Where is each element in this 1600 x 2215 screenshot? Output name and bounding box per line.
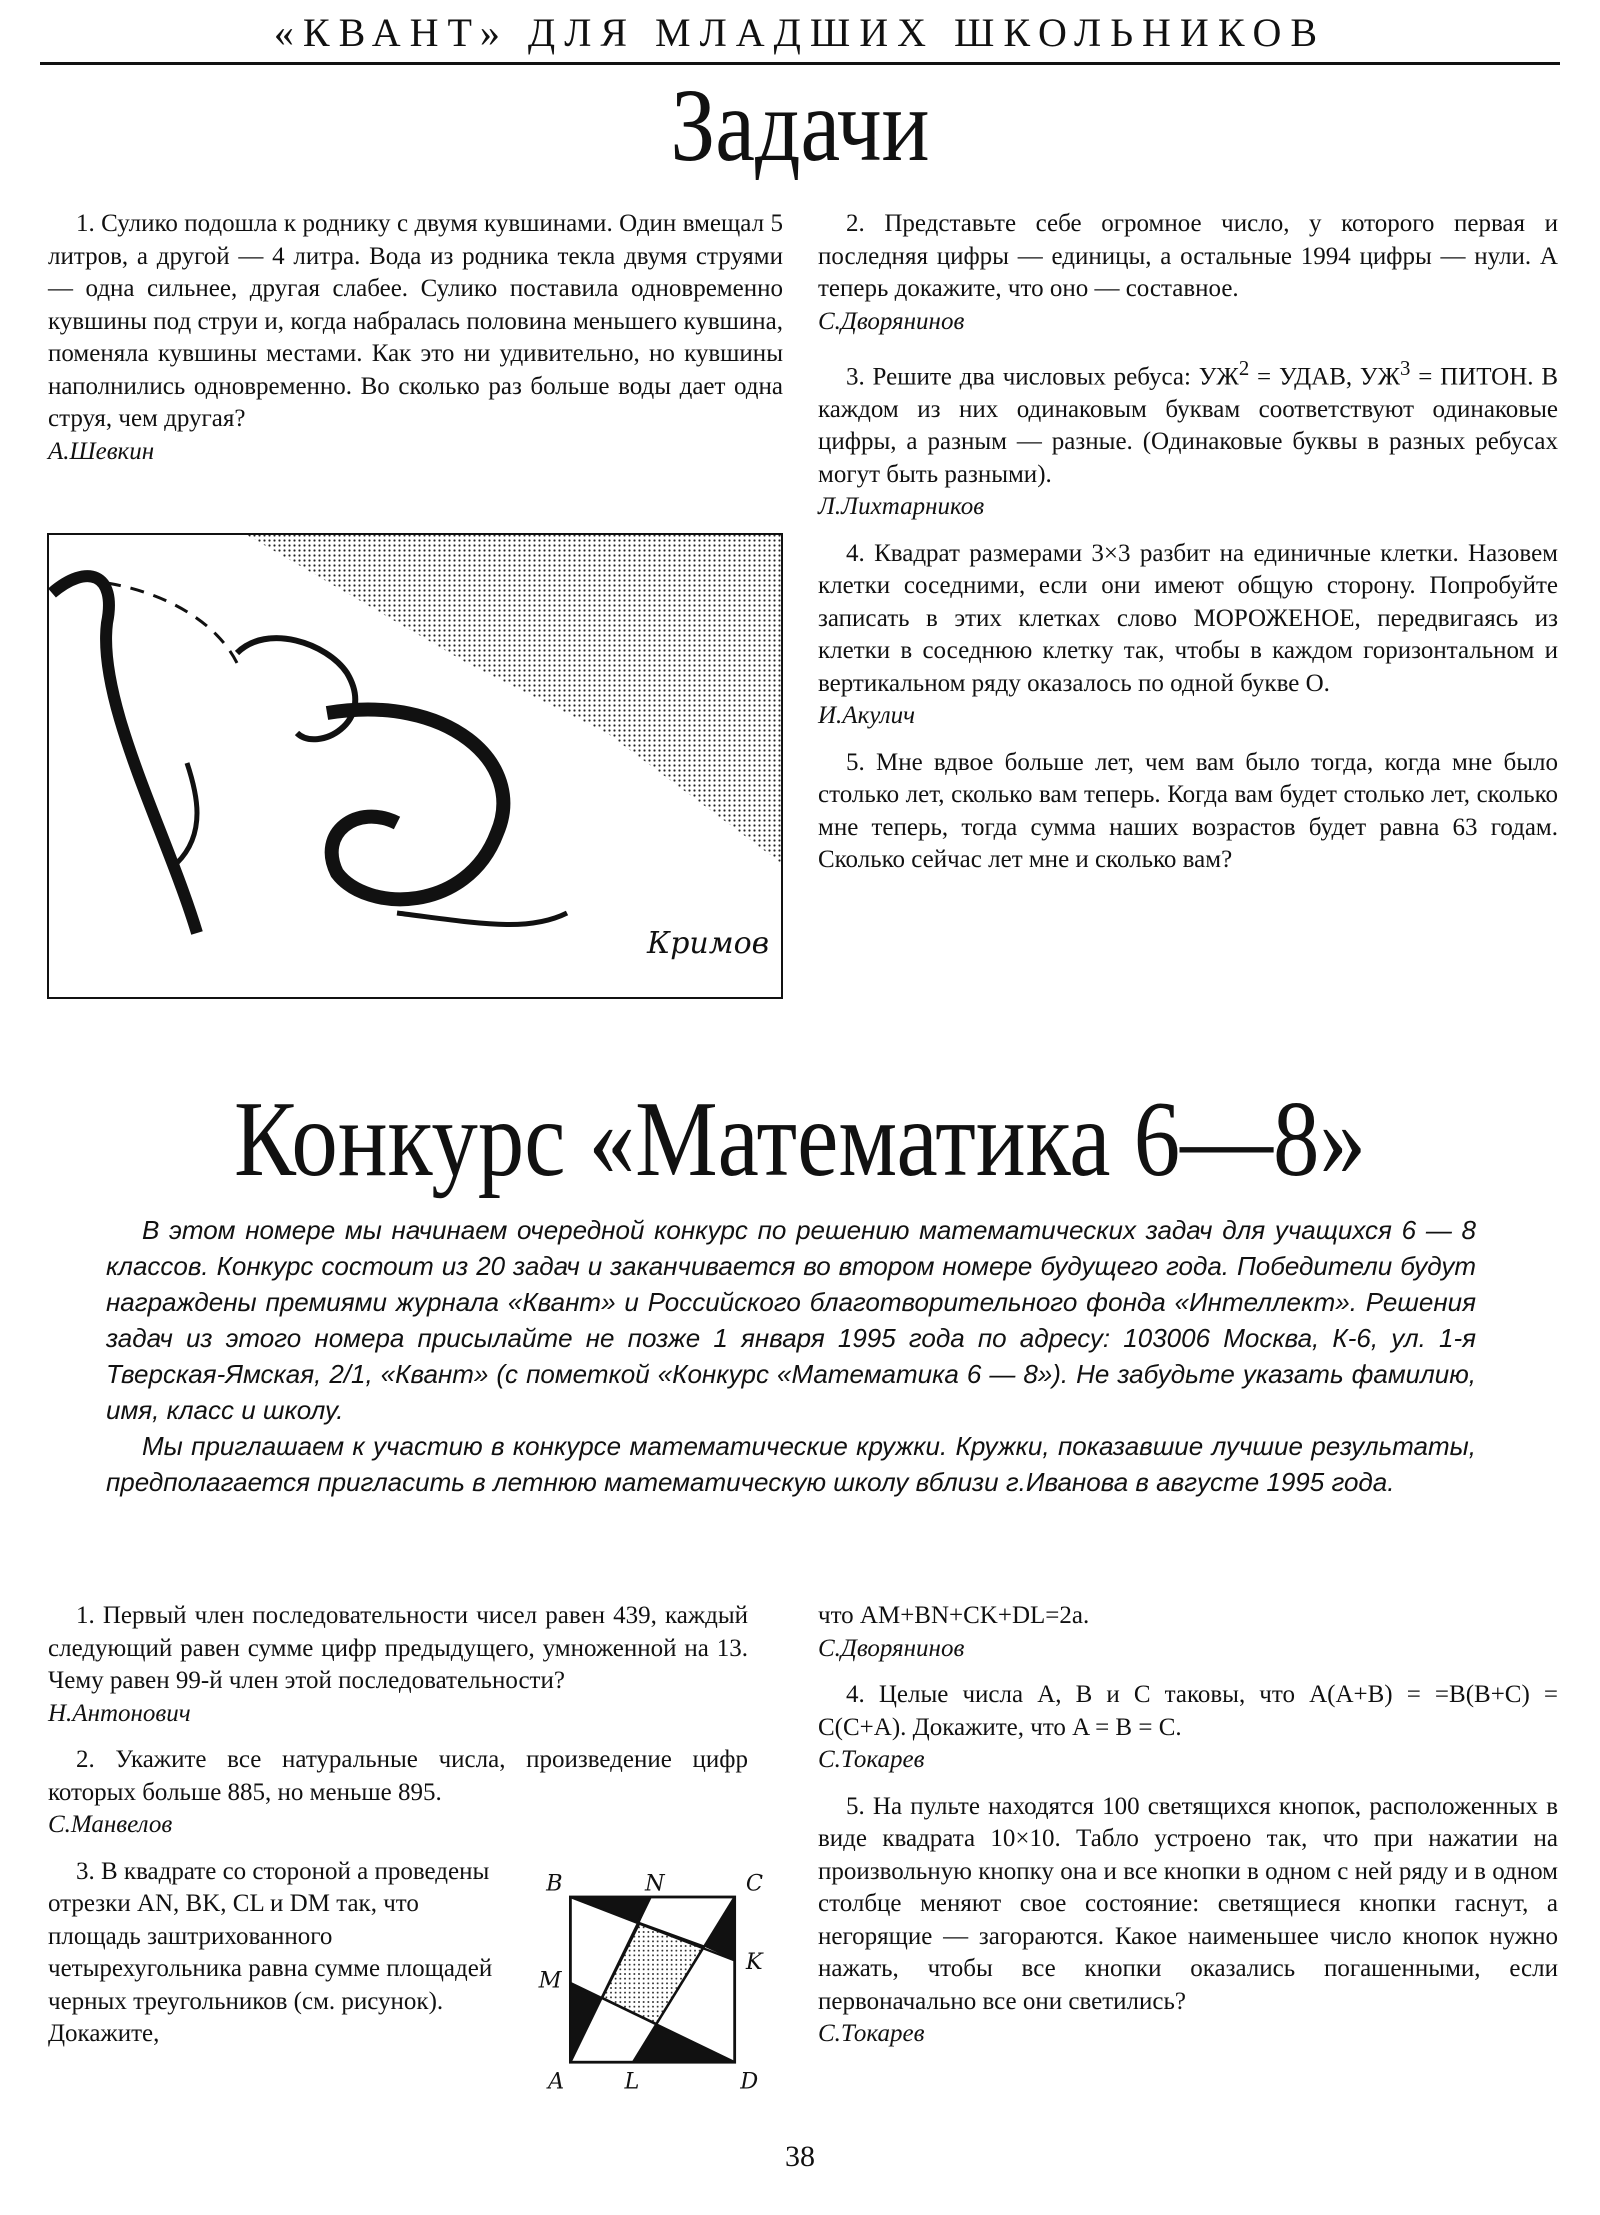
right-column-problems <box>818 208 1558 891</box>
artist-signature: Кримов <box>647 926 770 961</box>
header-rule <box>40 62 1560 65</box>
running-head: «КВАНТ» ДЛЯ МЛАДШИХ ШКОЛЬНИКОВ <box>273 10 1327 55</box>
problem-text: 4. Квадрат размерами 3×3 разбит на единичные клетки. Назовем клетки соседними, если они имеют общую сторону. Попробуйте записать в этих клетках слово МОРОЖЕНОЕ, передвигаясь из клетки в соседнюю клетку так, чтобы в каждом горизонтальном и вертикальном ряду оказалось по одной букве О. <box>818 539 1558 697</box>
contest-problem-4 <box>818 1679 1558 1777</box>
problem-4 <box>818 538 1558 733</box>
problem-author: С.Токарев <box>818 2020 925 2047</box>
problem-text: 5. Мне вдвое больше лет, чем вам было тогда, когда мне было столько лет, сколько вам теперь. Когда вам будет столько лет, сколько мне теперь, тогда сумма наших возрастов будет равна 63 годам. Сколько сейчас лет мне и сколько вам? <box>818 748 1558 874</box>
section-title: Задачи <box>670 68 930 183</box>
illustration-cartoon <box>47 533 783 999</box>
contest-intro <box>106 1212 1476 1500</box>
label-M: M <box>538 1967 562 1994</box>
contest-problem-5 <box>818 1791 1558 2051</box>
problem-5 <box>818 747 1558 877</box>
label-N: N <box>645 1870 665 1897</box>
problem-text: что AM+BN+CK+DL=2a. <box>818 1602 1090 1629</box>
label-D: D <box>740 2068 759 2095</box>
label-B: B <box>546 1870 563 1897</box>
label-A: A <box>548 2068 565 2095</box>
exponent: 2 <box>1238 356 1250 380</box>
problem-text: 3. В квадрате со стороной a проведены отрезки AN, BK, CL и DM так, что площадь заштрихованного четырехугольника равна сумме площадей черных треугольников (см. рисунок). Докажите, <box>48 1857 493 2047</box>
intro-paragraph: В этом номере мы начинаем очередной конкурс по решению математических задач для учащихся 6 — 8 классов. Конкурс состоит из 20 задач и заканчивается во втором номере будущего года. Победители будут награждены премиями журнала «Квант» и Российского благотворительного фонда «Интеллект». Решения задач из этого номера присылайте не позже 1 января 1995 года по адресу: 103006 Москва, К-6, ул. 1-я Тверская-Ямская, 2/1, «Квант» (с пометкой «Конкурс «Математика 6 — 8»). Не забудьте указать фамилию, имя, класс и школу. <box>106 1215 1476 1425</box>
problem-author: С.Токарев <box>818 1746 925 1773</box>
problem-author: С.Манвелов <box>48 1811 173 1838</box>
label-K: K <box>745 1948 763 1975</box>
problem-1 <box>48 208 783 468</box>
label-C: C <box>745 1870 764 1897</box>
label-L: L <box>624 2068 640 2095</box>
problem-text: 2. Представьте себе огромное число, у которого первая и последняя цифры — единицы, а остальные 1994 цифры — нули. А теперь докажите, что оно — составное. <box>818 210 1558 302</box>
problem-author: Л.Лихтарников <box>818 493 985 521</box>
problem-text: 1. Первый член последовательности чисел равен 439, каждый следующий равен сумме цифр предыдущего, умноженной на 13. Чему равен 99-й член этой последовательности? <box>48 1602 748 1694</box>
contest-right-column <box>818 1600 1558 2065</box>
problem-3 <box>818 352 1558 524</box>
problem-text: 2. Укажите все натуральные числа, произведение цифр которых больше 885, но меньше 895. <box>48 1746 748 1806</box>
exponent: 3 <box>1400 356 1411 380</box>
intro-paragraph: Мы приглашаем к участию в конкурсе математические кружки. Кружки, показавшие лучшие результаты, предполагается пригласить в летнюю математическую школу вблизи г.Иванова в августе 1995 года. <box>106 1431 1476 1497</box>
contest-problem-1 <box>48 1600 748 1730</box>
problem-author: С.Дворянинов <box>818 307 965 335</box>
problem-author: Н.Антонович <box>48 1699 191 1727</box>
contest-problem-3-continued <box>818 1600 1558 1665</box>
left-column-problems <box>48 208 783 482</box>
problem-author: С.Дворянинов <box>818 1634 965 1662</box>
contest-problem-3 <box>48 1856 508 2051</box>
page-number: 38 <box>785 2140 815 2173</box>
problem-author: А.Шевкин <box>48 437 155 465</box>
problem-text: = УДАВ, УЖ <box>1249 363 1401 391</box>
problem-author: И.Акулич <box>818 702 916 730</box>
problem-text: 1. Сулико подошла к роднику с двумя кувшинами. Один вмещал 5 литров, а другой — 4 литра. Вода из родника текла двумя струями — одна сильнее, другая слабее. Сулико поставила одновременно кувшины под струи и, когда набралась половина меньшего кувшина, поменяла кувшины местами. Как это ни удивительно, но кувшины наполнились одновременно. Во сколько раз больше воды дает одна струя, чем другая? <box>48 210 783 432</box>
problem-text: 3. Решите два числовых ребуса: УЖ <box>846 363 1239 391</box>
problem-text: = ПИТОН. В каждом из них одинаковым буквам соответствуют одинаковые цифры, а разным — разные. (Одинаковые буквы в разных ребусах могут быть разными). <box>818 363 1558 488</box>
problem-2 <box>818 208 1558 338</box>
problem-text: 5. На пульте находятся 100 светящихся кнопок, расположенных в виде квадрата 10×10. Табло устроено так, что при нажатии на произвольную кнопку она и все кнопки в одном с ней ряду и в одном столбце меняют свое состояние: светящиеся кнопки гаснут, а негорящие — загораются. Какое наименьшее число кнопок нужно нажать, чтобы все кнопки оказались погашенными, если первоначально все они светились? <box>818 1792 1558 2015</box>
contest-problem-2 <box>48 1744 748 1842</box>
square-figure <box>520 1855 800 2135</box>
contest-title: Конкурс «Математика 6—8» <box>234 1080 1366 1199</box>
problem-text: 4. Целые числа A, B и C таковы, что A(A+B) = =B(B+C) = C(C+A). Докажите, что A = B = C. <box>818 1681 1558 1741</box>
